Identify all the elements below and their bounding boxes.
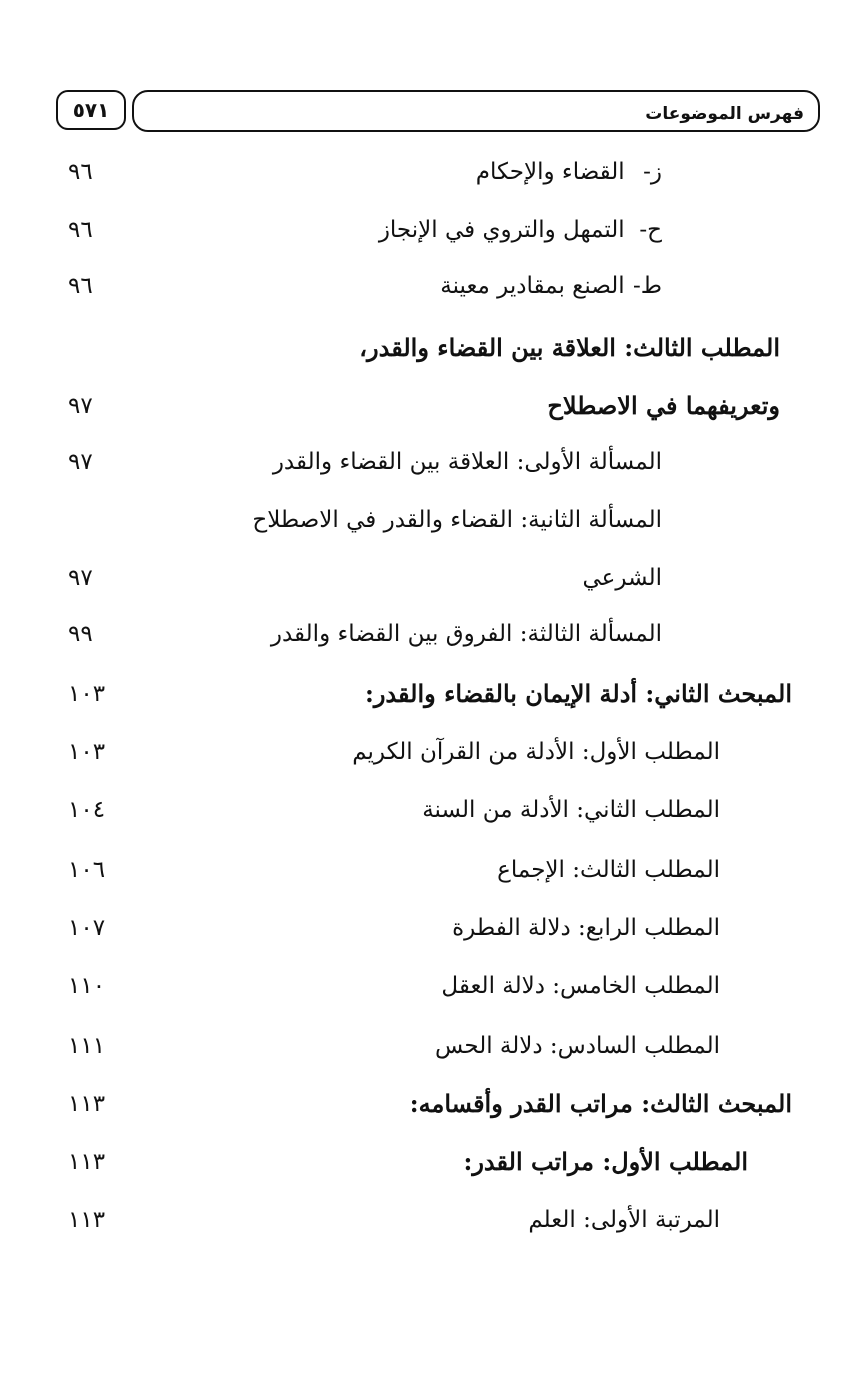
- toc-entry: [60, 614, 780, 654]
- toc-entry-marker: ط-: [632, 273, 662, 299]
- toc-entry: [60, 152, 780, 192]
- toc-entry: [60, 386, 780, 426]
- toc-entry-title: المطلب الثالث: العلاقة بين القضاء والقدر،: [359, 333, 780, 362]
- toc-entry: [60, 210, 780, 250]
- toc-entry: [60, 1026, 780, 1066]
- toc-entry-title: المطلب الأول: الأدلة من القرآن الكريم: [352, 739, 720, 765]
- toc-page-number: ٩٦: [68, 273, 93, 299]
- toc-entry-title: المسألة الأولى: العلاقة بين القضاء والقدر: [272, 449, 662, 475]
- toc-entry-title: وتعريفهما في الاصطلاح: [547, 391, 780, 420]
- toc-entry: [60, 732, 780, 772]
- toc-page-number: ٩٩: [68, 621, 93, 647]
- toc-entry-marker: ح-: [639, 217, 662, 243]
- toc-entry-title: المبحث الثالث: مراتب القدر وأقسامه:: [409, 1089, 792, 1118]
- header-title: فهرس الموضوعات: [645, 104, 804, 124]
- toc-page-number: ١١٠: [68, 973, 106, 999]
- toc-entry: [60, 966, 780, 1006]
- page-number: ٥٧١: [56, 90, 126, 130]
- toc-page-number: ٩٧: [68, 565, 93, 591]
- toc-entry-marker: ز-: [643, 159, 662, 185]
- toc-entry: [60, 328, 780, 368]
- toc-page-number: ٩٦: [68, 217, 93, 243]
- toc-page-number: ١١٣: [68, 1091, 106, 1117]
- toc-page-number: ١٠٣: [68, 681, 106, 707]
- toc-entry: [60, 790, 780, 830]
- toc-entry: [60, 850, 780, 890]
- toc-entry-title: المطلب الخامس: دلالة العقل: [441, 973, 720, 999]
- toc-entry-title: المطلب الثاني: الأدلة من السنة: [422, 797, 720, 823]
- toc-entry-title: المرتبة الأولى: العلم: [528, 1207, 720, 1233]
- toc-entry: [60, 1200, 780, 1240]
- toc-entry-title: المطلب الثالث: الإجماع: [497, 857, 720, 883]
- toc-entry: [60, 674, 792, 714]
- toc-entry: [60, 908, 780, 948]
- toc-entry-title: الشرعي: [582, 565, 662, 591]
- toc-entry-title: المطلب السادس: دلالة الحس: [435, 1033, 720, 1059]
- toc-page-number: ١١٣: [68, 1207, 106, 1233]
- toc-entry-title: المطلب الأول: مراتب القدر:: [463, 1147, 748, 1176]
- toc-entry: [60, 1142, 780, 1182]
- toc-page-number: ١٠٦: [68, 857, 106, 883]
- toc-entry: [60, 266, 780, 306]
- toc-entry: [60, 558, 780, 598]
- toc-page-number: ٩٧: [68, 393, 93, 419]
- toc-page-number: ٩٧: [68, 449, 93, 475]
- toc-page-number: ١١١: [68, 1033, 106, 1059]
- toc-entry: [60, 500, 780, 540]
- toc-entry-title: ح- التمهل والتروي في الإنجاز: [379, 210, 662, 250]
- toc-entry-title: ط- الصنع بمقادير معينة: [440, 266, 662, 306]
- toc-page-number: ١٠٧: [68, 915, 106, 941]
- toc-page-number: ٩٦: [68, 159, 93, 185]
- toc-entry-title: ز- القضاء والإحكام: [476, 152, 662, 192]
- toc-entry-title: المسألة الثالثة: الفروق بين القضاء والقدر: [270, 621, 662, 647]
- toc-entry-title: المبحث الثاني: أدلة الإيمان بالقضاء والقدر:: [364, 679, 792, 708]
- toc-page-number: ١٠٣: [68, 739, 106, 765]
- toc-page-number: ١١٣: [68, 1149, 106, 1175]
- toc-entry: [60, 1084, 792, 1124]
- running-header: [132, 90, 820, 132]
- toc-entry-title: المسألة الثانية: القضاء والقدر في الاصطلاح: [252, 507, 662, 533]
- toc-page-number: ١٠٤: [68, 797, 106, 823]
- toc-entry-title: المطلب الرابع: دلالة الفطرة: [452, 915, 720, 941]
- toc-entry: [60, 442, 780, 482]
